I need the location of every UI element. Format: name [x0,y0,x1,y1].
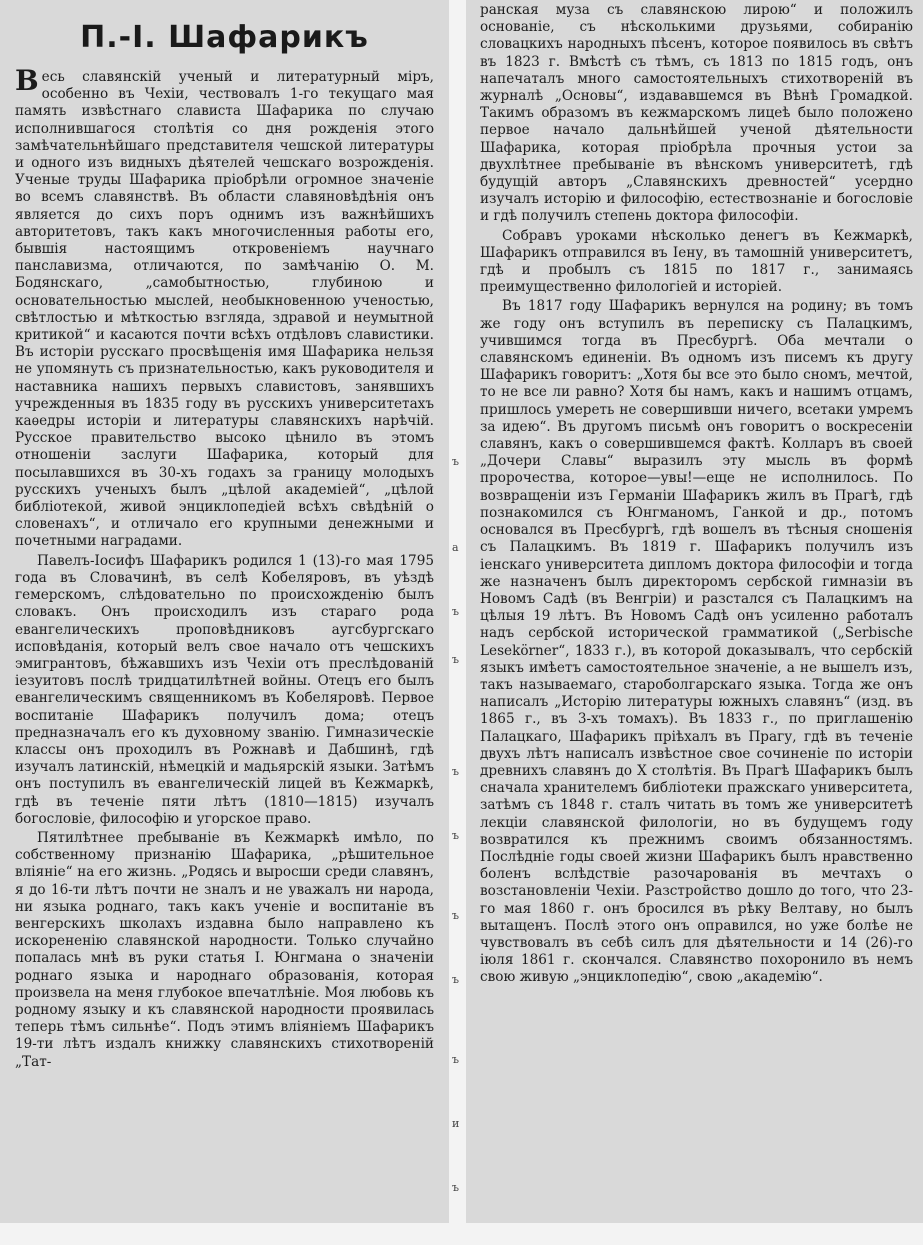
paragraph-intro-text: есь славянскій ученый и литературный міръ, особенно въ Чехіи, чествовалъ 1-го текущаго мая память извѣстнаго слависта Шафарика по случаю исполнившагося столѣтія со дня рожденія этого замѣчательнѣйшаго представителя чешской литературы и одного изъ видныхъ дѣятелей чешскаго возрожденія. Ученые труды Шафарика пріобрѣли огромное значеніе во всемъ славянствѣ. Въ области славяновѣдѣнія онъ является до сихъ поръ однимъ изъ важнѣйшихъ авторитетовъ, такъ какъ многочисленныя работы его, бывшія настоящимъ откровеніемъ научнаго панславизма, отличаются, по замѣчанію О. М. Бодянскаго, „самобытностью, глубиною и основательностью мыслей, необыкновенною ученостью, свѣтлостью и мѣткостью взгляда, здравой и неумытной критикой“ и касаются почти всѣхъ отдѣловъ славистики. Въ исторіи русскаго просвѣщенія имя Шафарика нельзя не упомянуть съ признательностью, какъ руководителя и наставника нашихъ первыхъ славистовъ, занявшихъ учрежденныя въ 1835 году въ русскихъ университетахъ каѳедры исторіи и литературы славянскихъ нарѣчій. Русское правительство высоко цѣнило въ этомъ отношеніи заслуги Шафарика, который для посылавшихся въ 30-хъ годахъ за границу молодыхъ русскихъ ученыхъ былъ „цѣлой академіей“, „цѣлой библіотекой, живой энциклопедіей всѣхъ свѣдѣній о словенахъ“, и отличало его крупными денежными и почетными наградами. [15,69,434,550]
paragraph-kezmarok: Пятилѣтнее пребываніе въ Кежмаркѣ имѣло, по собственному признанію Шафарика, „рѣшительное вліяніе“ на его жизнь. „Родясь и выросши среди славянъ, я до 16-ти лѣтъ почти не зналъ и не уважалъ ни народа, ни языка роднаго, такъ какъ ученіе и воспитаніе въ венгерскихъ школахъ издавна было направлено къ искорененію славянской народности. Только случайно попалась мнѣ въ руки статья І. Юнгмана о значеніи роднаго языка и народнаго образованія, которая произвела на меня глубокое впечатлѣніе. Моя любовь къ родному языку и къ славянской народности проявилась теперь тѣмъ сильнѣе“. Подъ этимъ вліяніемъ Шафарикъ 19-ти лѣтъ издалъ книжку славянскихъ стихотвореній „Тат- [15,829,434,1070]
gutter-mark: ъ [452,829,459,842]
gutter-mark: ъ [452,909,459,922]
article-title: П.-І. Шафарикъ [80,20,369,55]
gutter-mark: ъ [452,765,459,778]
gutter-mark: ъ [452,653,459,666]
gutter-mark: ъ [452,1053,459,1066]
gutter-mark: и [452,1117,460,1130]
gutter-mark: ъ [452,973,459,986]
drop-cap: В [15,64,39,97]
gutter-mark: а [452,541,459,554]
right-column [466,0,923,1223]
paragraph-intro [15,64,434,551]
gutter-mark: ъ [452,455,459,468]
paragraph-jena: Собравъ уроками нѣсколько денегъ въ Кежмаркѣ, Шафарикъ отправился въ Іену, въ тамошній университетъ, гдѣ и пробылъ съ 1815 по 1817 г., занимаясь преимущественно филологіей и исторіей. [480,227,913,296]
gutter-mark: ъ [452,605,459,618]
paragraph-birth: Павелъ-Іосифъ Шафарикъ родился 1 (13)-го мая 1795 года въ Словачинѣ, въ селѣ Кобеляровъ, въ уѣздѣ гемерскомъ, слѣдовательно по происхожденію былъ словакъ. Онъ происходилъ изъ стараго рода евангелическихъ проповѣдниковъ аугсбургскаго исповѣданія, который велъ свое начало отъ чешскихъ эмигрантовъ, бѣжавшихъ изъ Чехіи отъ преслѣдованій іезуитовъ послѣ тридцатилѣтней войны. Отецъ его былъ евангелическимъ священникомъ въ Кобеляровѣ. Первое воспитаніе Шафарикъ получилъ дома; отецъ предназначалъ его къ духовному званію. Гимназическіе классы онъ проходилъ въ Рожнавѣ и Дабшинѣ, гдѣ изучалъ латинскій, нѣмецкій и мадьярскій языки. Затѣмъ онъ поступилъ въ евангелическій лицей въ Кежмаркѣ, гдѣ въ теченіе пяти лѣтъ (1810—1815) изучалъ богословіе, философію и угорское право. [15,552,434,827]
gutter-mark: ъ [452,1181,459,1194]
paragraph-return: Въ 1817 году Шафарикъ вернулся на родину; въ томъ же году онъ вступилъ въ переписку съ Палацкимъ, учившимся тогда въ Пресбургѣ. Оба мечтали о славянскомъ единеніи. Въ одномъ изъ писемъ къ другу Шафарикъ говоритъ: „Хотя бы все это было сномъ, мечтой, то не все ли равно? Хотя бы намъ, какъ и нашимъ отцамъ, пришлось умереть не совершивши ничего, всетаки умремъ за идею“. Въ другомъ письмѣ онъ говоритъ о воскресеніи славянъ, какъ о совершившемся фактѣ. Колларъ въ своей „Дочери Славы“ выразилъ эту мысль въ формѣ пророчества, которое—увы!—еще не исполнилось. По возвращеніи изъ Германіи Шафарикъ жилъ въ Прагѣ, гдѣ познакомился съ Юнгманомъ, Ганкой и др., потомъ основался въ Пресбургѣ, гдѣ вошелъ въ тѣсныя сношенія съ Палацкимъ. Въ 1819 г. Шафарикъ получилъ изъ іенскаго университета дипломъ доктора философіи и тогда же назначенъ былъ директоромъ сербской гимназіи въ Новомъ Садѣ (въ Венгріи) и разстался съ Палацкимъ на цѣлыя 19 лѣтъ. Въ Новомъ Садѣ онъ усиленно работалъ надъ сербской исторической грамматикой („Serbische Lesekörner“, 1833 г.), въ которой доказывалъ, что сербскій языкъ имѣетъ самостоятельное значеніе, а не вышелъ изъ, такъ называемаго, староболгарскаго языка. Тогда же онъ написалъ „Исторію литературы южныхъ славянъ“ (изд. въ 1865 г., въ 3-хъ томахъ). Въ 1833 г., по приглашенію Палацкаго, Шафарикъ пріѣхалъ въ Прагу, гдѣ въ теченіе двухъ лѣтъ написалъ извѣстное свое сочиненіе по исторіи древнихъ славянъ до X столѣтія. Въ Прагѣ Шафарикъ былъ сначала хранителемъ библіотеки пражскаго университета, затѣмъ съ 1848 г. сталъ читать въ томъ же университетѣ лекціи славянской филологіи, но въ будущемъ году возвратился къ прежнимъ своимъ обязанностямъ. Послѣдніе годы своей жизни Шафарикъ былъ нравственно боленъ вслѣдствіе разочарованія въ мечтахъ о возстановленіи Чехіи. Разстройство дошло до того, что 23-го мая 1860 г. онъ бросился въ рѣку Велтаву, но былъ вытащенъ. Послѣ этого онъ оправился, но уже болѣе не чувствовалъ въ себѣ силъ для дѣятельности и 14 (26)-го іюля 1861 г. скончался. Славянство похоронило въ немъ свою живую „энциклопедію“, свою „академію“. [480,298,913,986]
left-column [0,0,449,1223]
paragraph-continuation: ранская муза съ славянскою лирою“ и положилъ основаніе, съ нѣсколькими друзьями, собиранію словацкихъ народныхъ пѣсенъ, которое появилось въ свѣтъ въ 1823 г. Вмѣстѣ съ тѣмъ, съ 1813 по 1815 годъ, онъ напечаталъ много самостоятельныхъ стихотвореній въ журналѣ „Основы“, издававшемся въ Вѣнѣ Громадкой. Такимъ образомъ въ кежмарскомъ лицеѣ было положено первое начало дальнѣйшей ученой дѣятельности Шафарика, которая пріобрѣла прочныя устои за двухлѣтнее пребываніе въ вѣнскомъ университетѣ, гдѣ будущій авторъ „Славянскихъ древностей“ усердно изучалъ исторію и философію, естествознаніе и богословіе и гдѣ получилъ степень доктора философіи. [480,2,913,225]
